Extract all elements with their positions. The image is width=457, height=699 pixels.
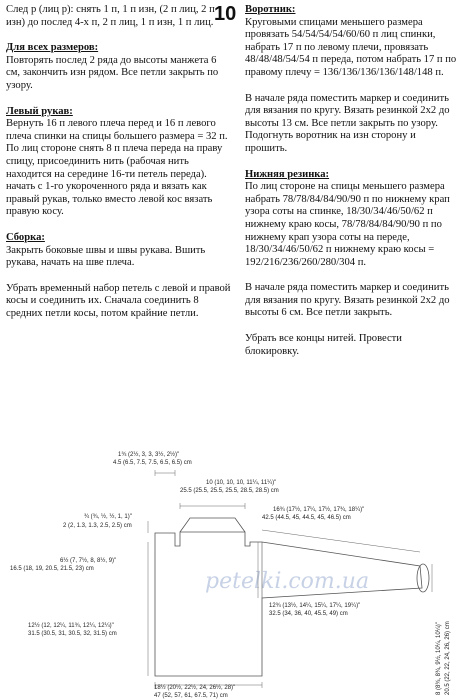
dim-shoulder-inches: ¾ (¾, ½, ½, 1, 1)" — [84, 514, 132, 520]
all-sizes-text: Повторять послед 2 ряда до высоты манжета 6 см, закончить изн рядом. Все петли закрыть по узору. — [6, 54, 219, 91]
dim-cuff-cm: 20.5 (22, 22, 24, 26, 26) cm — [445, 621, 451, 695]
pattern-row-text: След р (лиц р): снять 1 п, 1 п изн, (2 п лиц, 2 п изн) до послед 4-х п, 2 п лиц, 1 п изн, 1 п лиц. — [6, 4, 215, 28]
bottom-rib-text: По лиц стороне на спицы меньшего размера набрать 78/78/84/84/90/90 п по нижнему крап узора соты на спинке, 18/30/34/46/50/62 п нижнему краю косы, 78/78/84/84/90/90 п по нижнему крап узора соты на переде, 18/30/34/46/50/62 п нижнему краю косы = 192/216/236/260/280/304 п. — [245, 181, 450, 268]
dim-neck-inches: 10 (10, 10, 10, 11¼, 11¼)" — [206, 480, 277, 486]
dim-upperarm-inches: 12¾ (13½, 14¼, 15¼, 17¼, 19¼)" — [269, 603, 361, 609]
finish-text: Убрать все концы нитей. Провести блокировку. — [245, 333, 402, 357]
left-text-column — [6, 4, 231, 333]
watermark: petelki.com.ua — [205, 569, 370, 594]
dim-upperarm-cm: 32.5 (34, 36, 40, 45.5, 49) cm — [269, 611, 348, 617]
dim-sleeve-line — [262, 530, 420, 552]
dim-body-inches: 12½ (12, 12¼, 11¾, 12¼, 12¼)" — [28, 623, 114, 629]
dim-cuff-inches: 8 (8¾, 8¾, 9½, 10¼, 10¼)" — [436, 622, 442, 695]
dim-top-line — [155, 470, 175, 476]
assembly-text: Закрыть боковые швы и швы рукава. Вшить рукава, начать на шве плеча. — [6, 244, 206, 269]
sweater-schematic — [0, 438, 457, 699]
left-sleeve-section — [6, 106, 231, 219]
dim-neck-cm: 25.5 (25.5, 25.5, 25.5, 28.5, 28.5) cm — [180, 488, 279, 494]
dim-top-inches: 1¾ (2½, 3, 3, 3½, 2½)" — [118, 452, 180, 458]
dim-body-cm: 31.5 (30.5, 31, 30.5, 32, 31.5) cm — [28, 631, 117, 637]
all-sizes-section — [6, 42, 231, 92]
right-text-column — [245, 4, 457, 371]
dim-width-cm: 47 (52, 57, 61, 67.5, 71) cm — [154, 693, 228, 699]
neck-line — [180, 518, 245, 532]
dim-armhole-inches: 6½ (7, 7½, 8, 8½, 9)" — [60, 558, 117, 564]
bottom-rib-section — [245, 169, 457, 270]
collar-section — [245, 4, 457, 80]
dim-neck-line — [180, 503, 245, 509]
dim-width-inches: 18½ (20½, 22½, 24, 26½, 28)" — [154, 685, 236, 691]
assembly-section — [6, 232, 231, 270]
bottom-rib-heading: Нижняя резинка: — [245, 168, 330, 180]
left-sleeve-text: Вернуть 16 п левого плеча перед и 16 п левого плеча спинки на спицы большего размера = 32 п. По лиц стороне снять 8 п плеча переда на праву спицу, присоединить нить (рабочая нить находится на середине 16-ти петель переда). начать с 1-го укороченного ряда и вязать как правый рукав, только вместо левой кос вязать правую косу. — [6, 118, 228, 218]
bottom-marker-text: В начале ряда поместить маркер и соединить для вязания по кругу. Вязать резинкой 2x2 до высоты 6 см. Все петли закрыть. — [245, 282, 450, 319]
page-number: 10 — [214, 3, 237, 25]
dim-armhole-cm: 16.5 (18, 19, 20.5, 21.5, 23) cm — [10, 566, 94, 572]
dim-sleeve-cm: 42.5 (44.5, 45, 44.5, 45, 46.5) cm — [262, 515, 351, 521]
all-sizes-heading: Для всех размеров: — [6, 42, 99, 54]
collar-text: Круговыми спицами меньшего размера провязать 54/54/54/54/60/60 п лиц спинки, набрать 17 п по левому плечи, провязать 48/48/48/54/54 п переда, потом набрать 17 п по правому плечу = 136/136/136/136/148/148 п. — [245, 16, 457, 78]
dim-shoulder-cm: 2 (2, 1.3, 1.3, 2.5, 2.5) cm — [63, 523, 132, 529]
collar-marker-text: В начале ряда поместить маркер и соединить для вязания по кругу. Вязать резинкой 2x2 до высоты 13 см. Все петли закрыть по узору. Подогнуть воротник на изн сторону и прошить. — [245, 92, 450, 154]
assembly-heading: Сборка: — [6, 231, 45, 243]
left-sleeve-heading: Левый рукав: — [6, 105, 73, 117]
cuff-outline — [417, 564, 429, 592]
collar-heading: Воротник: — [245, 4, 296, 15]
dim-top-cm: 4.5 (6.5, 7.5, 7.5, 6.5, 6.5) cm — [113, 460, 192, 466]
dim-sleeve-inches: 16¾ (17½, 17¼, 17½, 17¾, 18¼)" — [273, 507, 365, 513]
remove-cast-on-text: Убрать временный набор петель с левой и правой косы и соединить их. Сначала соединить 8 средних петли косы, потом крайние петли. — [6, 282, 231, 319]
